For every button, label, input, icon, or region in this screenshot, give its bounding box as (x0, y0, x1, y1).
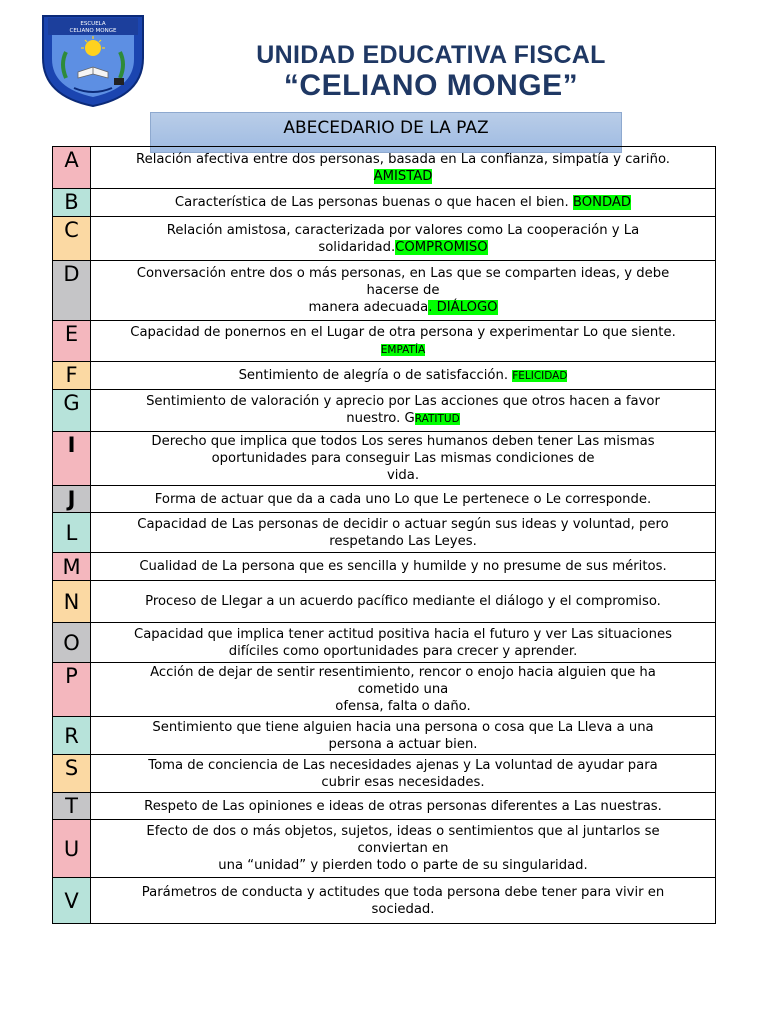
row-letter: B (53, 189, 91, 217)
table-row (53, 189, 716, 217)
definition-line: Conversación entre dos o más personas, en Las que se comparten ideas, y debe (136, 266, 670, 281)
row-letter: I (53, 432, 91, 486)
definition-line: Forma de actuar que da a cada uno Lo que Le pertenece o Le corresponde. (154, 491, 652, 507)
table-row (53, 362, 716, 390)
row-letter: O (53, 623, 91, 663)
definition-line: Sentimiento de valoración y aprecio por Las acciones que otros hacen a favor (146, 394, 660, 409)
table-row (53, 513, 716, 553)
value-highlight: BONDAD (572, 195, 632, 210)
table-row (53, 623, 716, 663)
crest-text-line2: CELIANO MONGE (69, 28, 117, 34)
row-letter: F (53, 362, 91, 390)
row-letter: D (53, 261, 91, 321)
definition-line: Cualidad de La persona que es sencilla y humilde y no presume de sus méritos. (139, 559, 667, 574)
value-highlight: AMISTAD (373, 168, 433, 184)
table-row (53, 486, 716, 513)
definition-line: Relación amistosa, caracterizada por valores como La cooperación y La (166, 222, 640, 238)
definition-line: cubrir esas necesidades. (321, 774, 485, 790)
definition-line: cometido una (357, 682, 449, 697)
table-row (53, 217, 716, 261)
value-highlight: EMPATÍA (380, 343, 426, 356)
definition-line: sociedad. (371, 901, 435, 917)
value-highlight: FELICIDAD (512, 369, 568, 382)
school-crest-logo (40, 12, 146, 108)
row-definition (91, 878, 716, 924)
row-letter: J (53, 486, 91, 513)
definition-line: nuestro. G (346, 411, 415, 426)
table-row (53, 261, 716, 321)
row-definition (91, 820, 716, 878)
table-row (53, 553, 716, 581)
value-highlight: . DIÁLOGO (428, 300, 498, 315)
row-definition (91, 793, 716, 820)
row-definition (91, 217, 716, 261)
value-highlight: COMPROMISO (395, 239, 488, 255)
row-definition (91, 362, 716, 390)
table-row (53, 663, 716, 717)
table-row (53, 878, 716, 924)
definition-line: Característica de Las personas buenas o que hacen el bien. (174, 195, 573, 210)
row-definition (91, 486, 716, 513)
definition-line: Respeto de Las opiniones e ideas de otras personas diferentes a Las nuestras. (144, 798, 662, 814)
row-definition (91, 189, 716, 217)
row-letter: U (53, 820, 91, 878)
row-definition (91, 432, 716, 486)
table-row (53, 755, 716, 793)
definition-line: vida. (386, 468, 420, 483)
row-letter: C (53, 217, 91, 261)
definition-line: solidaridad. (318, 239, 396, 255)
definition-line: conviertan en (357, 841, 449, 856)
definition-line: respetando Las Leyes. (329, 533, 477, 549)
row-definition (91, 581, 716, 623)
row-definition (91, 755, 716, 793)
row-definition (91, 261, 716, 321)
definition-line: Capacidad que implica tener actitud positiva hacia el futuro y ver Las situaciones (134, 626, 672, 642)
definition-line: oportunidades para conseguir Las mismas condiciones de (211, 451, 595, 466)
row-letter: A (53, 147, 91, 189)
row-definition (91, 623, 716, 663)
definition-line: hacerse de (366, 283, 440, 298)
row-letter: R (53, 717, 91, 755)
table-row (53, 147, 716, 189)
definition-line: persona a actuar bien. (328, 736, 478, 752)
row-definition (91, 663, 716, 717)
definition-line: manera adecuada (308, 300, 429, 315)
table-row (53, 390, 716, 432)
row-definition (91, 321, 716, 362)
document-title-banner: ABECEDARIO DE LA PAZ (150, 112, 622, 153)
definition-line: ofensa, falta o daño. (335, 699, 471, 714)
row-definition (91, 390, 716, 432)
definition-line: Parámetros de conducta y actitudes que toda persona debe tener para vivir en (141, 884, 665, 900)
definition-line: Efecto de dos o más objetos, sujetos, ideas o sentimientos que al juntarlos se (146, 824, 660, 839)
value-highlight: RATITUD (414, 413, 460, 425)
row-letter: N (53, 581, 91, 623)
row-letter: T (53, 793, 91, 820)
table-row (53, 793, 716, 820)
definition-line: Capacidad de ponernos en el Lugar de otra persona y experimentar Lo que siente. (130, 324, 676, 340)
row-definition (91, 513, 716, 553)
school-title-line1: UNIDAD EDUCATIVA FISCAL (256, 41, 606, 69)
table-row (53, 581, 716, 623)
row-letter: E (53, 321, 91, 362)
definition-line: Sentimiento que tiene alguien hacia una persona o cosa que La Lleva a una (152, 719, 654, 735)
school-title-line2: “CELIANO MONGE” (283, 69, 579, 102)
table-row (53, 820, 716, 878)
definition-line: una “unidad” y pierden todo o parte de su singularidad. (218, 858, 588, 873)
definition-line: Toma de conciencia de Las necesidades ajenas y La voluntad de ayudar para (148, 757, 658, 773)
crest-text-line1: ESCUELA (80, 21, 106, 27)
definition-line: Relación afectiva entre dos personas, basada en La confianza, simpatía y cariño. (136, 151, 670, 167)
row-letter: S (53, 755, 91, 793)
definition-line: difíciles como oportunidades para crecer y aprender. (228, 643, 578, 659)
row-letter: G (53, 390, 91, 432)
row-letter: P (53, 663, 91, 717)
definition-line: Sentimiento de alegría o de satisfacción. (238, 367, 513, 383)
definition-line: Acción de dejar de sentir resentimiento, rencor o enojo hacia alguien que ha (150, 665, 656, 680)
definition-line: Proceso de Llegar a un acuerdo pacífico mediante el diálogo y el compromiso. (145, 594, 661, 609)
row-letter: V (53, 878, 91, 924)
table-row (53, 321, 716, 362)
table-row (53, 717, 716, 755)
row-definition (91, 717, 716, 755)
row-letter: M (53, 553, 91, 581)
definition-line: Derecho que implica que todos Los seres humanos deben tener Las mismas (151, 434, 655, 449)
row-definition (91, 553, 716, 581)
table-row (53, 432, 716, 486)
peace-alphabet-table (52, 146, 716, 924)
row-definition (91, 147, 716, 189)
row-letter: L (53, 513, 91, 553)
definition-line: Capacidad de Las personas de decidir o actuar según sus ideas y voluntad, pero (137, 516, 669, 532)
